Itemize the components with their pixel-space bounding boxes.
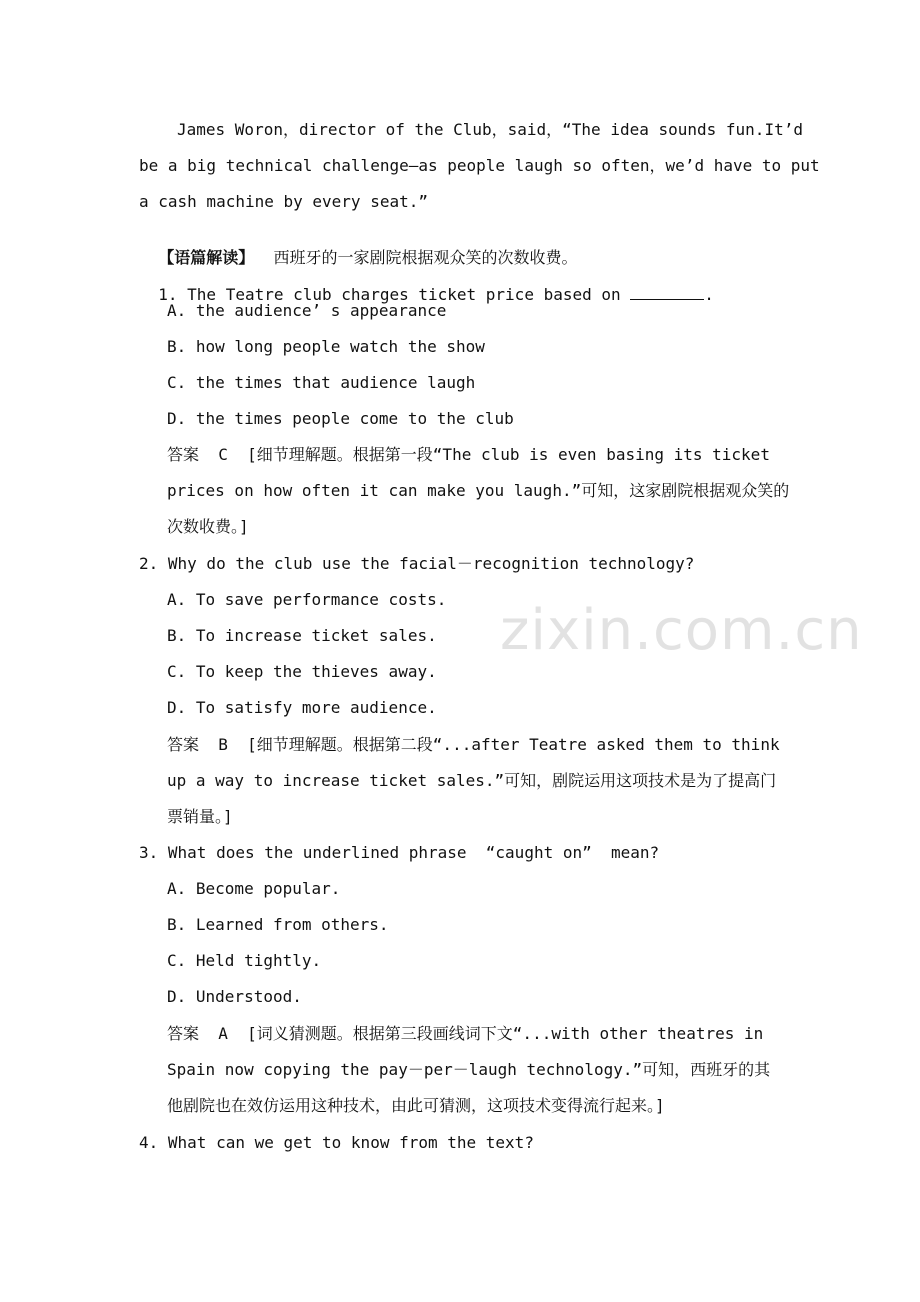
question-1-option-d: D. the times people come to the club [167,409,514,428]
intro-line-3: a cash machine by every seat.” [139,192,428,211]
question-3-option-a: A. Become popular. [167,879,341,898]
question-3-answer-line-2: Spain now copying the pay－per－laugh technology.”可知，西班牙的其 [167,1060,771,1079]
passage-note-label: 【语篇解读】 [158,248,255,267]
question-2-option-a: A. To save performance costs. [167,590,447,609]
question-1-stem-text: 1. The Teatre club charges ticket price based on [158,285,631,304]
question-2-answer-line-1: 答案 B [细节理解题。根据第二段“...after Teatre asked them to think [167,735,780,754]
question-3-option-d: D. Understood. [167,987,302,1006]
question-2-answer-line-2: up a way to increase ticket sales.”可知，剧院运用这项技术是为了提高门 [167,771,777,790]
question-1-option-a: A. the audience’ s appearance [167,301,447,320]
question-4-stem: 4. What can we get to know from the text? [139,1133,534,1152]
question-2-option-c: C. To keep the thieves away. [167,662,437,681]
question-2-stem: 2. Why do the club use the facial－recognition technology? [139,554,695,573]
question-1-stem [139,265,714,305]
question-2-option-b: B. To increase ticket sales. [167,626,437,645]
watermark: zixin.com.cn [500,598,863,663]
question-1-option-c: C. the times that audience laugh [167,373,476,392]
question-1-stem-end: . [704,285,714,304]
question-2-option-d: D. To satisfy more audience. [167,698,437,717]
passage-note [139,228,578,268]
question-3-stem: 3. What does the underlined phrase “caught on” mean? [139,843,660,862]
question-1-option-b: B. how long people watch the show [167,337,485,356]
question-2-answer-line-3: 票销量。] [167,807,233,826]
passage-note-text: 西班牙的一家剧院根据观众笑的次数收费。 [273,248,578,267]
question-3-option-c: C. Held tightly. [167,951,322,970]
question-3-option-b: B. Learned from others. [167,915,389,934]
question-1-answer-line-3: 次数收费。] [167,517,249,536]
question-3-answer-line-3: 他剧院也在效仿运用这种技术，由此可猜测，这项技术变得流行起来。] [167,1096,665,1115]
intro-line-1: James Woron，director of the Club，said，“The idea sounds fun.It’d [177,120,803,139]
question-1-answer-line-1: 答案 C [细节理解题。根据第一段“The club is even basing its ticket [167,445,770,464]
question-3-answer-line-1: 答案 A [词义猜测题。根据第三段画线词下文“...with other theatres in [167,1024,764,1043]
intro-line-2: be a big technical challenge—as people laugh so often，we’d have to put [139,156,820,175]
answer-blank [630,285,704,300]
question-1-answer-line-2: prices on how often it can make you laugh.”可知，这家剧院根据观众笑的 [167,481,790,500]
